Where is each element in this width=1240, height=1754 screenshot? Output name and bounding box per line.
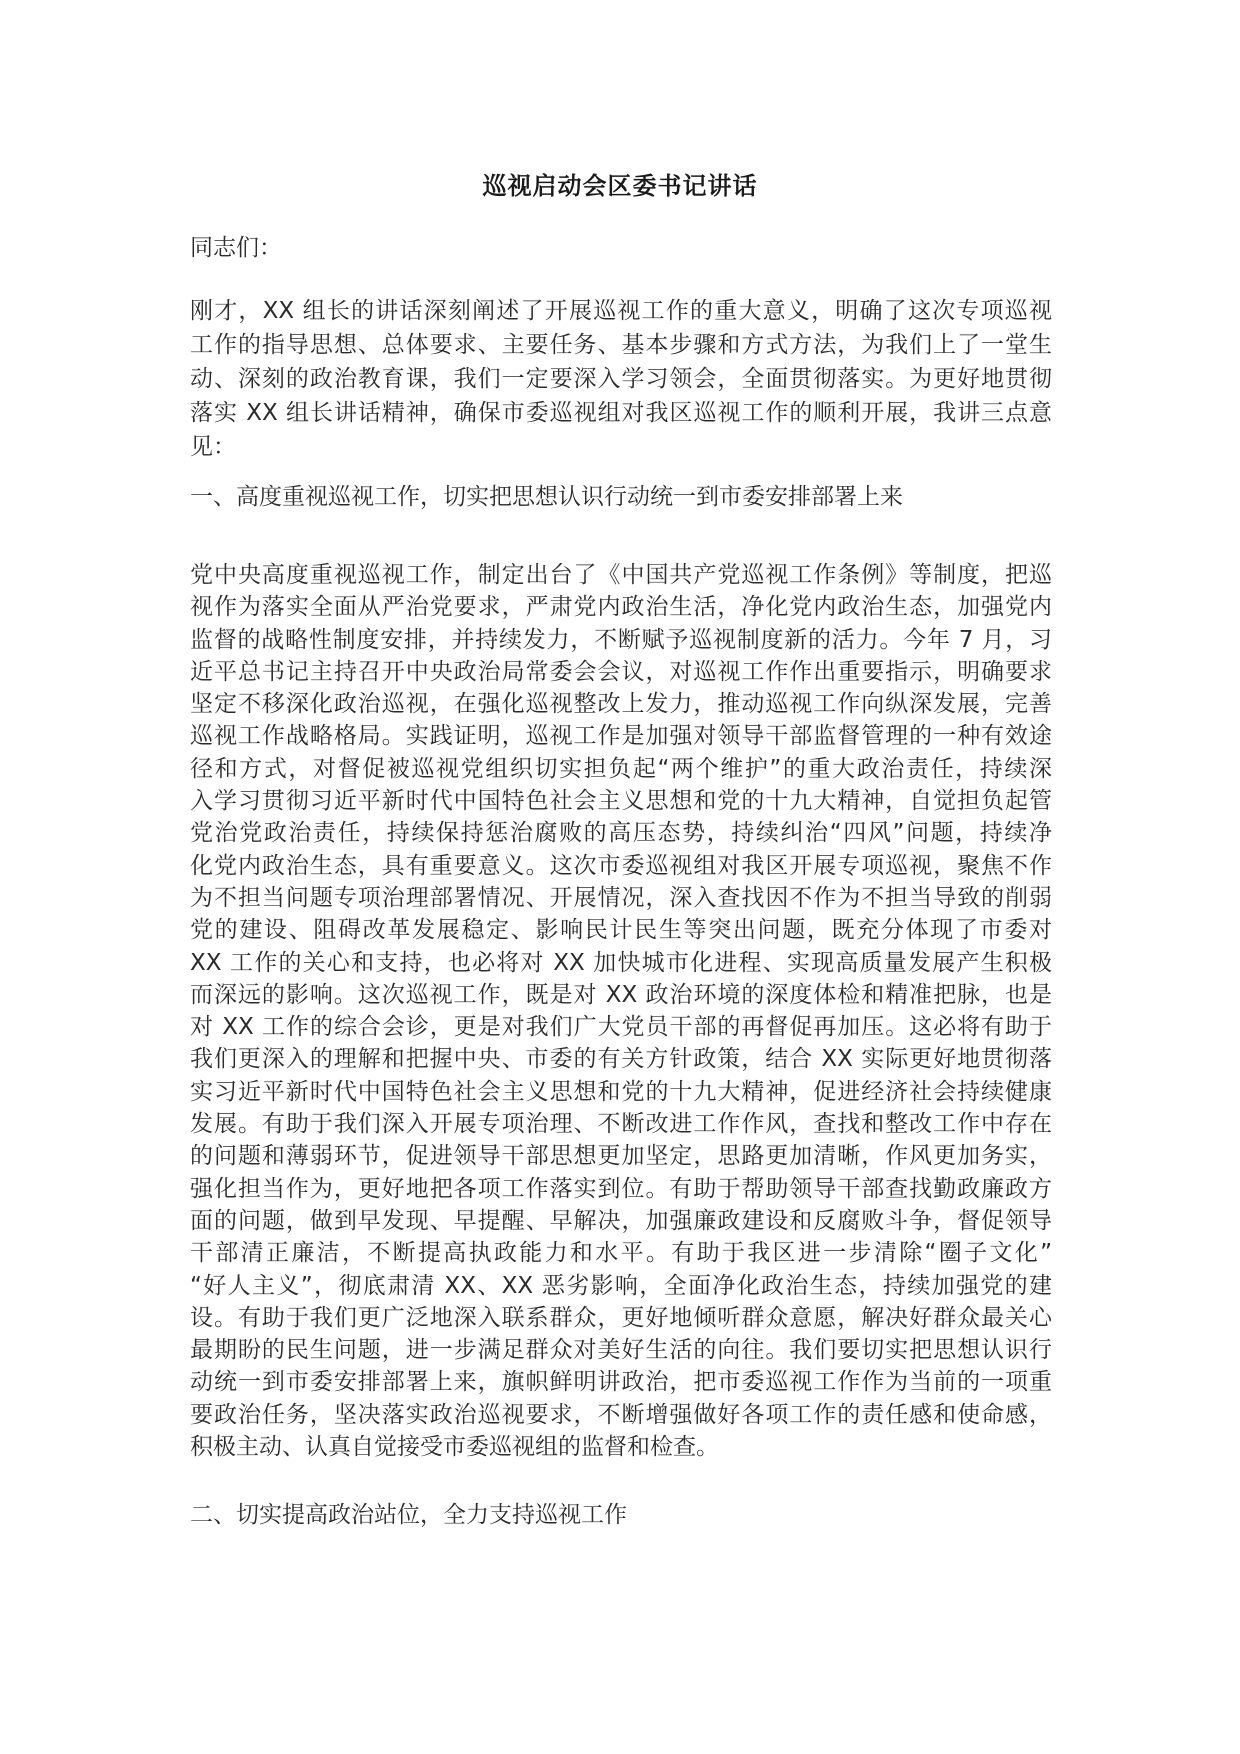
section-heading-2 <box>190 1499 1052 1531</box>
text-line: 强化担当作为，更好地把各项工作落实到位。有助于帮助领导干部查找勤政廉政方 <box>190 1175 1052 1202</box>
text-line: 刚才，XX 组长的讲话深刻阐述了开展巡视工作的重大意义，明确了这次专项巡视 <box>190 298 1052 324</box>
section-heading-1-text: 一、高度重视巡视工作，切实把思想认识行动统一到市委安排部署上来 <box>190 484 903 510</box>
text-line: 近平总书记主持召开中央政治局常委会会议，对巡视工作作出重要指示，明确要求 <box>190 658 1052 685</box>
text-line: 对 XX 工作的综合会诊，更是对我们广大党员干部的再督促再加压。这必将有助于 <box>190 1014 1052 1041</box>
text-line: 动统一到市委安排部署上来，旗帜鲜明讲政治，把市委巡视工作作为当前的一项重 <box>190 1369 1052 1396</box>
text-line: 要政治任务，坚决落实政治巡视要求，不断增强做好各项工作的责任感和使命感， <box>190 1401 1052 1428</box>
text-line: 最期盼的民生问题，进一步满足群众对美好生活的向往。我们要切实把思想认识行 <box>190 1337 1052 1364</box>
text-line: 而深远的影响。这次巡视工作，既是对 XX 政治环境的深度体检和精准把脉，也是 <box>190 981 1052 1008</box>
text-line: 党治党政治责任，持续保持惩治腐败的高压态势，持续纠治“四风”问题，持续净 <box>190 820 1052 847</box>
text-line: 动、深刻的政治教育课，我们一定要深入学习领会，全面贯彻落实。为更好地贯彻 <box>190 366 1052 392</box>
text-line: 工作的指导思想、总体要求、主要任务、基本步骤和方式方法，为我们上了一堂生 <box>190 332 1052 358</box>
text-line: 干部清正廉洁，不断提高执政能力和水平。有助于我区进一步清除“圈子文化” <box>190 1240 1052 1267</box>
text-line: 化党内政治生态，具有重要意义。这次市委巡视组对我区开展专项巡视，聚焦不作 <box>190 852 1052 879</box>
section-heading-1 <box>190 481 1052 513</box>
text-line: 党的建设、阻碍改革发展稳定、影响民计民生等突出问题，既充分体现了市委对 <box>190 917 1052 944</box>
text-line: 面的问题，做到早发现、早提醒、早解决，加强廉政建设和反腐败斗争，督促领导 <box>190 1207 1052 1234</box>
text-line: 我们更深入的理解和把握中央、市委的有关方针政策，结合 XX 实际更好地贯彻落 <box>190 1046 1052 1073</box>
text-line: 见： <box>190 434 236 460</box>
text-line: 落实 XX 组长讲话精神，确保市委巡视组对我区巡视工作的顺利开展，我讲三点意 <box>190 400 1052 426</box>
text-line: “好人主义”，彻底肃清 XX、XX 恶劣影响，全面净化政治生态，持续加强党的建 <box>190 1272 1052 1299</box>
section-heading-2-text: 二、切实提高政治站位，全力支持巡视工作 <box>190 1502 627 1528</box>
text-line: XX 工作的关心和支持，也必将对 XX 加快城市化进程、实现高质量发展产生积极 <box>190 949 1052 976</box>
text-line: 监督的战略性制度安排，并持续发力，不断赋予巡视制度新的活力。今年 7 月，习 <box>190 626 1052 653</box>
text-line: 为不担当问题专项治理部署情况、开展情况，深入查找因不作为不担当导致的削弱 <box>190 884 1052 911</box>
text-line: 坚定不移深化政治巡视，在强化巡视整改上发力，推动巡视工作向纵深发展，完善 <box>190 691 1052 718</box>
paragraph-intro <box>190 294 1052 464</box>
paragraph-section-1 <box>190 559 1052 1463</box>
salutation <box>190 232 1052 264</box>
text-line: 的问题和薄弱环节，促进领导干部思想更加坚定，思路更加清晰，作风更加务实， <box>190 1143 1052 1170</box>
text-line: 发展。有助于我们深入开展专项治理、不断改进工作作风，查找和整改工作中存在 <box>190 1111 1052 1138</box>
text-line: 径和方式，对督促被巡视党组织切实担负起“两个维护”的重大政治责任，持续深 <box>190 755 1052 782</box>
text-line: 入学习贯彻习近平新时代中国特色社会主义思想和党的十九大精神，自觉担负起管 <box>190 788 1052 815</box>
text-line: 党中央高度重视巡视工作，制定出台了《中国共产党巡视工作条例》等制度，把巡 <box>190 562 1052 588</box>
text-line: 实习近平新时代中国特色社会主义思想和党的十九大精神，促进经济社会持续健康 <box>190 1078 1052 1105</box>
text-line: 巡视工作战略格局。实践证明，巡视工作是加强对领导干部监督管理的一种有效途 <box>190 723 1052 750</box>
document-title: 巡视启动会区委书记讲话 <box>482 172 758 200</box>
salutation-text: 同志们： <box>190 235 282 261</box>
text-line: 视作为落实全面从严治党要求，严肃党内政治生活，净化党内政治生态，加强党内 <box>190 594 1052 621</box>
text-line: 设。有助于我们更广泛地深入联系群众，更好地倾听群众意愿，解决好群众最关心 <box>190 1304 1052 1331</box>
text-line: 积极主动、认真自觉接受市委巡视组的监督和检查。 <box>190 1434 719 1461</box>
